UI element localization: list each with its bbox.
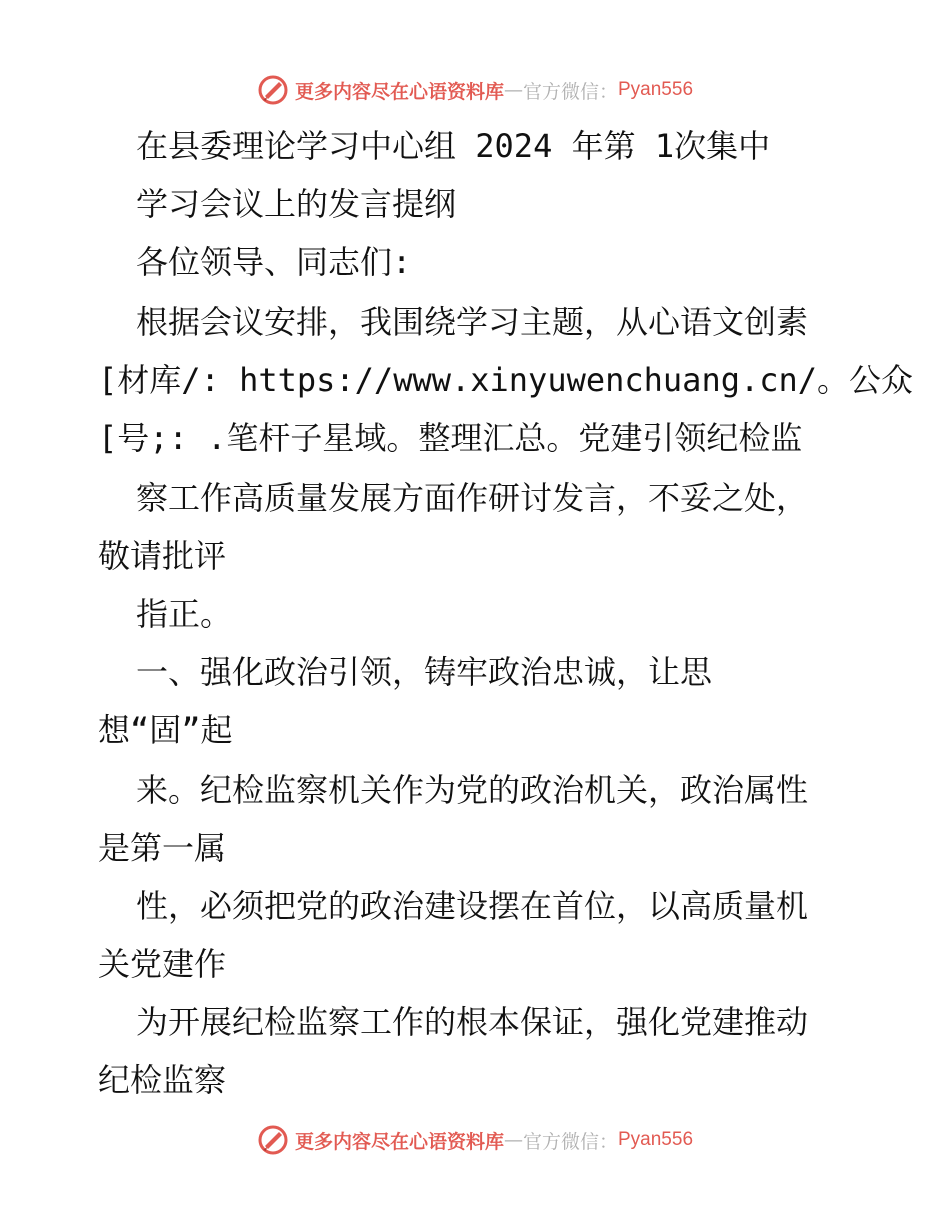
paragraph-line: [号;: .笔杆子星域。整理汇总。党建引领纪检监	[98, 419, 803, 457]
watermark-dash: —	[503, 79, 523, 101]
paragraph-line: 察工作高质量发展方面作研讨发言，不妥之处，	[136, 479, 809, 517]
brush-logo-icon	[257, 74, 289, 106]
paragraph-line: 根据会议安排，我围绕学习主题，从心语文创素	[136, 303, 809, 341]
paragraph-line: 为开展纪检监察工作的根本保证，强化党建推动	[136, 1003, 809, 1041]
brush-logo-icon	[257, 1124, 289, 1156]
watermark-official: 官方微信：	[522, 1130, 618, 1153]
watermark-brand: 更多内容尽在心语资料库	[294, 80, 504, 103]
title-line-1: 在县委理论学习中心组 2024 年第 1次集中	[136, 127, 771, 165]
watermark-dash: —	[503, 1129, 523, 1151]
paragraph-line: 来。纪检监察机关作为党的政治机关，政治属性	[136, 771, 809, 809]
watermark-official: 官方微信：	[522, 80, 618, 103]
paragraph-line: 关党建作	[98, 945, 227, 983]
section-heading-line: 一、强化政治引领，铸牢政治忠诚，让思	[136, 653, 713, 691]
watermark-brand: 更多内容尽在心语资料库	[294, 1130, 504, 1153]
section-heading-line: 想“固”起	[98, 711, 233, 749]
paragraph-line: [材库/: https://www.xinyuwenchuang.cn/。公众	[98, 361, 914, 399]
paragraph-line: 是第一属	[98, 829, 227, 867]
watermark-header	[0, 70, 950, 110]
watermark-wechat-id: Pyan556	[618, 1129, 694, 1150]
paragraph-line: 指正。	[136, 595, 233, 633]
watermark-wechat-id: Pyan556	[618, 79, 694, 100]
watermark-footer	[0, 1120, 950, 1160]
paragraph-line: 性，必须把党的政治建设摆在首位，以高质量机	[136, 887, 809, 925]
paragraph-line: 敬请批评	[98, 537, 227, 575]
title-line-2: 学习会议上的发言提纲	[136, 185, 457, 223]
paragraph-line: 纪检监察	[98, 1061, 227, 1099]
salutation: 各位领导、同志们:	[136, 243, 412, 281]
